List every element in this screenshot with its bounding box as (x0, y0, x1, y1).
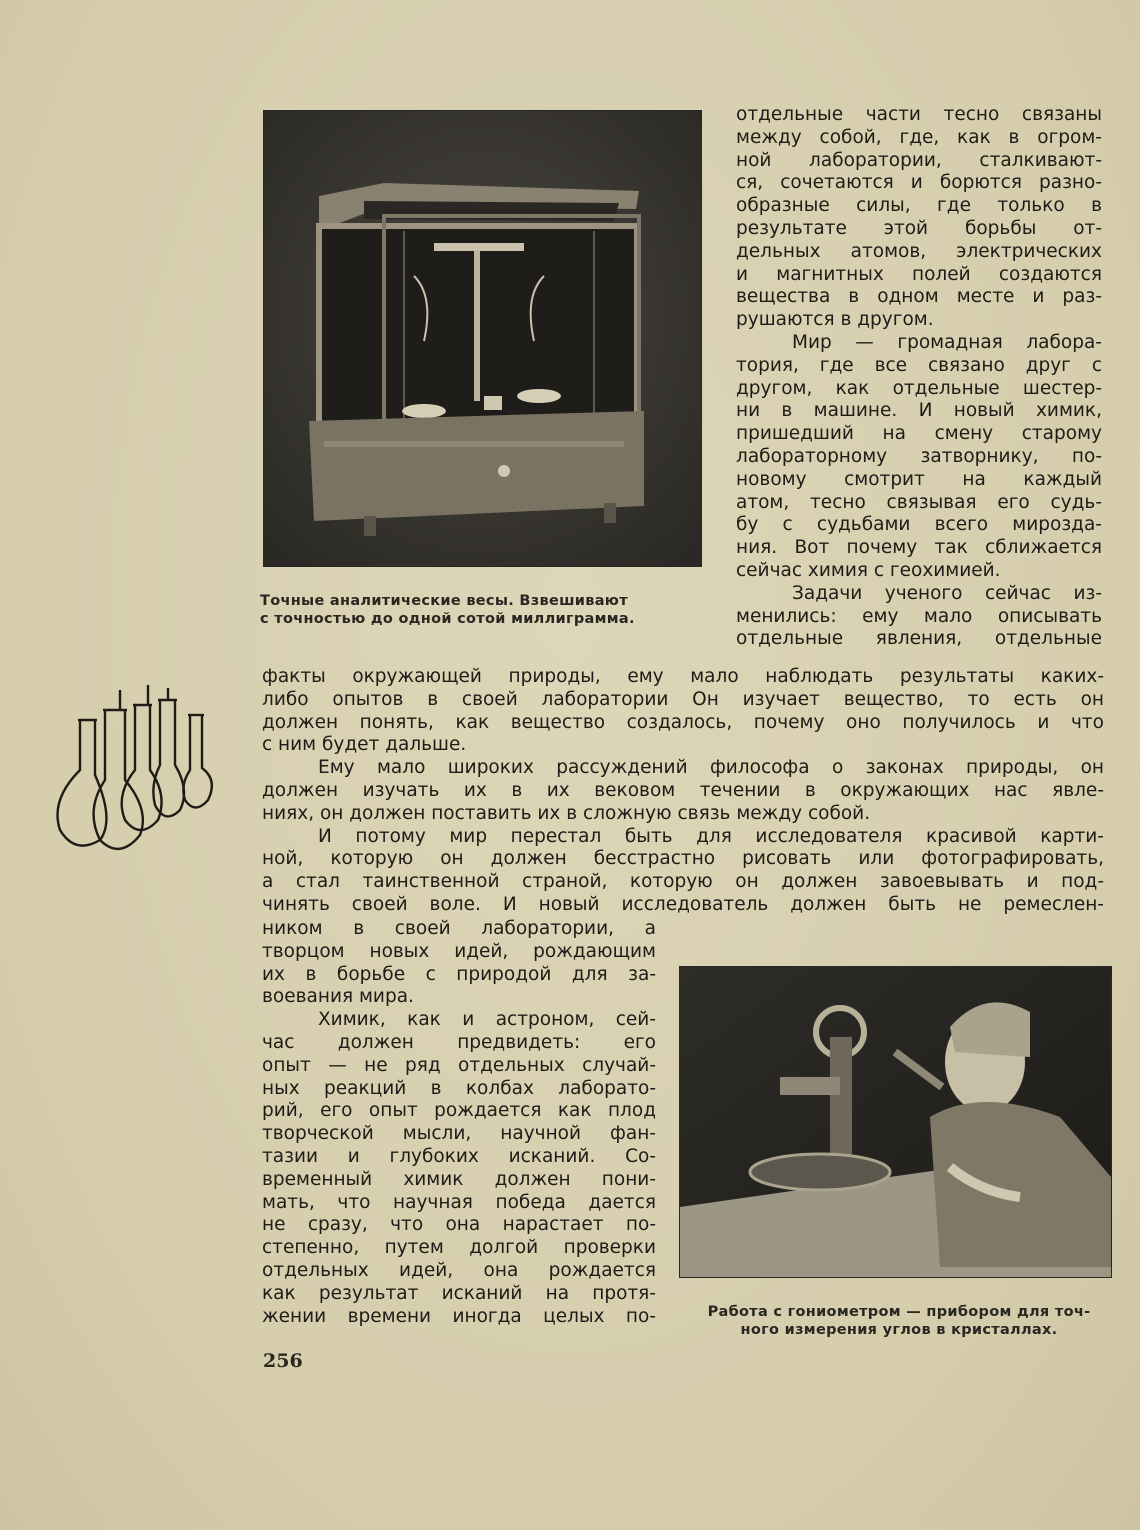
text-line: а стал таинственной страной, которую он должен завоевывать и под- (262, 871, 1104, 893)
text-line: ной лаборатории, сталкивают- (736, 149, 1102, 171)
text-line: отдельных идей, она рождается (262, 1259, 656, 1281)
goniometer-caption-line: Работа с гониометром — прибором для точ- (707, 1304, 1091, 1320)
analytical-balance-photo (263, 110, 702, 567)
text-line: их в борьбе с природой для за- (262, 963, 656, 985)
text-line: Задачи ученого сейчас из- (792, 582, 1102, 604)
text-line: не сразу, что она нарастает по- (262, 1214, 656, 1236)
goniometer-drawing (680, 967, 1111, 1277)
text-line: либо опытов в своей лаборатории Он изучает вещество, то есть он (262, 688, 1104, 710)
text-line: рушаются в другом. (736, 309, 934, 331)
text-line: временный химик должен пони- (262, 1168, 656, 1190)
text-line: Мир — громадная лабора- (792, 331, 1102, 353)
text-line: Ему мало широких рассуждений философа о законах природы, он (318, 757, 1104, 779)
text-line: дельных атомов, электрических (736, 240, 1102, 262)
text-line: тазии и глубоких исканий. Со- (262, 1145, 656, 1167)
text-line: между собой, где, как в огром- (736, 126, 1102, 148)
goniometer-caption-line: ного измерения углов в кристаллах. (740, 1322, 1058, 1338)
text-line: рий, его опыт рождается как плод (262, 1100, 656, 1122)
text-line: ниях, он должен поставить их в сложную связь между собой. (262, 802, 871, 824)
balance-caption (260, 592, 700, 628)
goniometer-photo (679, 966, 1112, 1278)
text-line: отдельные части тесно связаны (736, 104, 1102, 125)
text-line: опыт — не ряд отдельных случай- (262, 1054, 656, 1076)
text-line: ных реакций в колбах лаборато- (262, 1077, 656, 1099)
balance-caption-line: Точные аналитические весы. Взвешивают (260, 593, 628, 609)
text-line: чинять своей воле. И новый исследователь должен быть не ремеслен- (262, 893, 1104, 915)
text-line: воевания мира. (262, 986, 414, 1008)
text-line: И потому мир перестал быть для исследователя красивой карти- (318, 825, 1104, 847)
text-line: час должен предвидеть: его (262, 1031, 656, 1053)
text-line: творцом новых идей, рождающим (262, 940, 656, 962)
text-line: вещества в одном месте и раз- (736, 286, 1102, 308)
text-line: должен изучать их в их вековом течении в окружающих нас явле- (262, 779, 1104, 801)
goniometer-caption (679, 1303, 1119, 1339)
text-line: мать, что научная победа дается (262, 1191, 656, 1213)
balance-caption-line: с точностью до одной сотой миллиграмма. (260, 611, 635, 627)
text-line: другом, как отдельные шестер- (736, 377, 1102, 399)
full-width-text (262, 666, 1104, 917)
laboratory-flasks-illustration (40, 680, 220, 870)
text-line: новому смотрит на каждый (736, 468, 1102, 490)
text-line: бу с судьбами всего мирозда- (736, 514, 1102, 536)
text-line: ником в своей лаборатории, а (262, 918, 656, 939)
left-column-text (262, 918, 656, 1328)
text-line: с ним будет дальше. (262, 734, 467, 756)
text-line: Химик, как и астроном, сей- (318, 1009, 656, 1031)
text-line: ся, сочетаются и борются разно- (736, 172, 1102, 194)
text-line: и магнитных полей создаются (736, 263, 1102, 285)
text-line: как результат исканий на протя- (262, 1282, 656, 1304)
text-line: сейчас химия с геохимией. (736, 559, 1001, 581)
text-line: результате этой борьбы от- (736, 217, 1102, 239)
right-column-text (736, 104, 1102, 651)
text-line: образные силы, где только в (736, 195, 1102, 217)
text-line: менились: ему мало описывать (736, 605, 1102, 627)
text-line: должен понять, как вещество создалось, почему оно получилось и что (262, 711, 1104, 733)
text-line: ния. Вот почему так сближается (736, 537, 1102, 559)
page-number: 256 (263, 1350, 303, 1372)
text-line: лабораторному затворнику, по- (736, 445, 1102, 467)
flasks-icon (40, 680, 220, 870)
text-line: ни в машине. И новый химик, (736, 400, 1102, 422)
text-line: степенно, путем долгой проверки (262, 1237, 656, 1259)
text-line: ной, которую он должен бесстрастно рисовать или фотографировать, (262, 848, 1104, 870)
text-line: атом, тесно связывая его судь- (736, 491, 1102, 513)
text-line: факты окружающей природы, ему мало наблюдать результаты каких- (262, 666, 1104, 687)
text-line: творческой мысли, научной фан- (262, 1123, 656, 1145)
text-line: пришедший на смену старому (736, 423, 1102, 445)
text-line: жении времени иногда целых по- (262, 1305, 656, 1327)
text-line: тория, где все связано друг с (736, 354, 1102, 376)
balance-drawing (264, 111, 701, 566)
text-line: отдельные явления, отдельные (736, 628, 1102, 650)
